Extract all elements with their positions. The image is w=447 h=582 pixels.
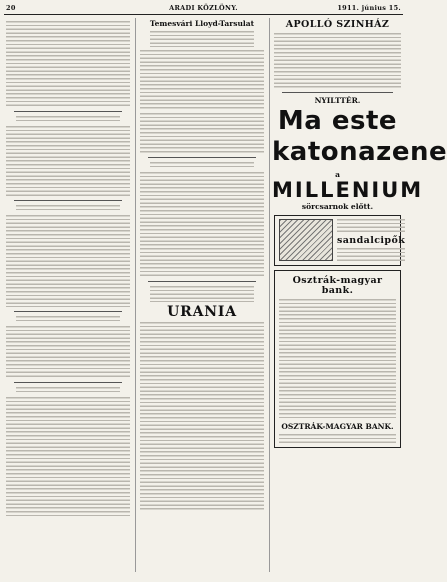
shoe-ad-text [337, 219, 405, 233]
apollo-title: APOLLÓ SZINHÁZ [285, 19, 390, 30]
article-text-block [6, 21, 130, 107]
bank-title: Osztrák-magyar bank. [292, 275, 383, 296]
section-heading-placeholder [16, 316, 120, 323]
section-heading-placeholder [16, 387, 120, 394]
column-1 [4, 18, 132, 572]
theatre-program-block [274, 33, 401, 88]
page-number: 20 [6, 4, 16, 12]
divider [14, 382, 122, 383]
column-3 [272, 18, 447, 572]
advertiser-block [150, 286, 254, 302]
cinema-program-block [140, 322, 264, 512]
price-table-block [6, 326, 130, 378]
ad-subline: sörcsarnok előtt. [301, 202, 374, 212]
issue-date: 1911. június 15. [337, 4, 401, 12]
urania-title: URANIA [167, 303, 237, 320]
nyiltter-label: NYILTTÉR. [314, 95, 361, 105]
newspaper-title: ARADI KÖZLÖNY. [169, 4, 238, 12]
article-text-block [6, 126, 130, 196]
ad-headline-millenium: MILLENIUM [272, 178, 424, 203]
section-heading-placeholder [150, 162, 254, 169]
ad-headline-katonazene: katonazene [272, 137, 447, 168]
bank-notice-text [279, 299, 396, 419]
ad-headline-ma-este: Ma este [277, 106, 398, 136]
shoe-ad-title: sandalcipők [337, 234, 406, 246]
section-heading-placeholder [16, 205, 120, 212]
bank-signatures-block [279, 434, 396, 444]
shoe-illustration [279, 219, 333, 261]
article-text-block [140, 172, 264, 277]
bank-notice [274, 270, 401, 448]
column-divider [269, 18, 270, 572]
timetable-block [140, 113, 264, 153]
lloyd-subtitle-block [150, 31, 254, 47]
timetable-block [140, 50, 264, 110]
divider [14, 311, 122, 312]
column-2 [138, 18, 266, 572]
divider [148, 281, 256, 282]
divider [14, 111, 122, 112]
shoe-advertisement [274, 215, 406, 267]
divider [14, 200, 122, 201]
divider [148, 157, 256, 158]
exchange-rate-table-block [6, 397, 130, 517]
shoe-ad-text [337, 248, 405, 262]
section-heading-placeholder [16, 116, 120, 123]
column-divider [135, 18, 136, 572]
newspaper-page [4, 3, 447, 576]
divider [282, 92, 393, 93]
ad-headline-a: a [335, 169, 340, 179]
article-text-block [6, 215, 130, 307]
lloyd-title: Temesvári Lloyd-Tarsulat [149, 19, 255, 28]
bank-footer-title: OSZTRÁK-MAGYAR BANK. [281, 422, 394, 432]
page-header [4, 3, 403, 15]
